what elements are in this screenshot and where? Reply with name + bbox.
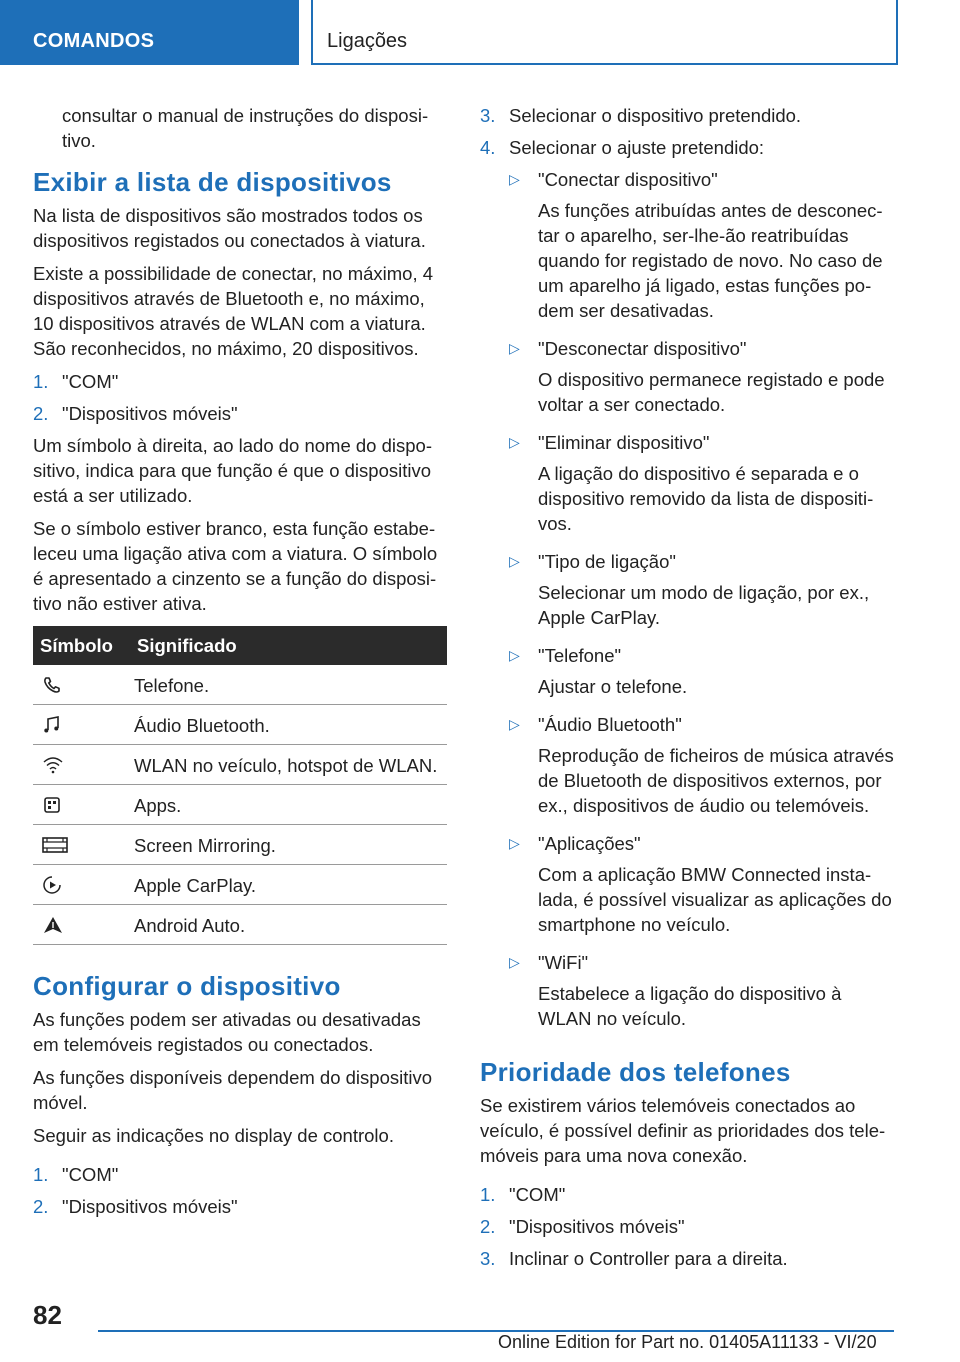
- paragraph: Seguir as indicações no display de controlo.: [33, 1125, 394, 1146]
- music-note-icon: [42, 715, 134, 735]
- column-header-meaning: Significado: [134, 626, 447, 665]
- paragraph: Se existirem vários telemóveis conectados ao veículo, é possível definir as prioridades dos telemóveis para uma nova conexão.: [480, 1095, 886, 1166]
- chapter-tab: [311, 0, 898, 65]
- paragraph: As funções podem ser ativadas ou desativadas em telemóveis registados ou conectados.: [33, 1009, 421, 1055]
- phone-icon: [42, 675, 134, 695]
- list-item: 3. Inclinar o Controller para a direita.: [480, 1248, 788, 1269]
- footer-edition: Online Edition for Part no. 01405A11133 - VI/20: [498, 1332, 877, 1352]
- triangle-bullet-icon: ▷: [509, 553, 520, 569]
- section-tab: [0, 0, 299, 65]
- paragraph: Um símbolo à direita, ao lado do nome do dispositivo, indica para que função é que o dispositivo está a ser utilizado.: [33, 435, 433, 506]
- section-title: COMANDOS: [33, 30, 155, 52]
- table-row: Áudio Bluetooth.: [33, 705, 447, 745]
- table-row: WLAN no veículo, hotspot de WLAN.: [33, 745, 447, 785]
- right-column: [480, 103, 896, 1278]
- left-column: [33, 103, 447, 1226]
- option-item: ▷ "Desconectar dispositivo" O dispositivo permanece registado e pode voltar a ser conectado.: [480, 336, 896, 423]
- heading-configure-device: Configurar o dispositivo: [33, 971, 341, 1001]
- android-auto-icon: [42, 915, 134, 935]
- steps-list: [480, 1182, 896, 1271]
- list-item: 4. Selecionar o ajuste pretendido:: [480, 137, 765, 158]
- list-item: 2. "Dispositivos móveis": [33, 1196, 238, 1217]
- table-row: Apps.: [33, 785, 447, 825]
- heading-device-list: Exibir a lista de dispositivos: [33, 167, 392, 197]
- triangle-bullet-icon: ▷: [509, 171, 520, 187]
- table-row: Apple CarPlay.: [33, 865, 447, 905]
- option-item: ▷ "Áudio Bluetooth" Reprodução de ficheiros de música através de Bluetooth de dispositivos externos, por ex., dispositivos de áudio ou telemóveis.: [480, 712, 896, 824]
- triangle-bullet-icon: ▷: [509, 434, 520, 450]
- options-list: [480, 167, 896, 1037]
- triangle-bullet-icon: ▷: [509, 340, 520, 356]
- triangle-bullet-icon: ▷: [509, 716, 520, 732]
- table-row: Screen Mirroring.: [33, 825, 447, 865]
- paragraph: Existe a possibilidade de conectar, no máximo, 4 dispositivos através de Bluetooth e, no máximo, 10 dispositivos através de WLAN com a viatura. São reconhecidos, no máximo, 20 dispositivos.: [33, 263, 434, 359]
- steps-list: [480, 103, 896, 160]
- paragraph: As funções disponíveis dependem do dispositivo móvel.: [33, 1067, 433, 1113]
- table-row: Telefone.: [33, 665, 447, 705]
- list-item: 1. "COM": [480, 1184, 566, 1205]
- list-item: 2. "Dispositivos móveis": [480, 1216, 685, 1237]
- heading-phone-priority: Prioridade dos telefones: [480, 1057, 791, 1087]
- option-item: ▷ "WiFi" Estabelece a ligação do dispositivo à WLAN no veículo.: [480, 950, 896, 1037]
- paragraph: Se o símbolo estiver branco, esta função estabeleceu uma ligação ativa com a viatura. O símbolo é apresentado a cinzento se a função do dispositivo não estiver ativa.: [33, 518, 438, 614]
- option-item: ▷ "Telefone" Ajustar o telefone.: [480, 643, 896, 705]
- paragraph: Na lista de dispositivos são mostrados todos os dispositivos registados ou conectados à viatura.: [33, 205, 426, 251]
- table-header-row: [33, 626, 447, 665]
- steps-list: [33, 1162, 447, 1219]
- chapter-title: Ligações: [327, 30, 408, 52]
- intro-continuation: consultar o manual de instruções do dispositivo.: [62, 105, 429, 151]
- column-header-symbol: Símbolo: [33, 626, 134, 665]
- triangle-bullet-icon: ▷: [509, 954, 520, 970]
- page-number: 82: [33, 1300, 62, 1330]
- triangle-bullet-icon: ▷: [509, 647, 520, 663]
- option-item: ▷ "Tipo de ligação" Selecionar um modo de ligação, por ex., Apple CarPlay.: [480, 549, 896, 636]
- option-item: ▷ "Conectar dispositivo" As funções atribuídas antes de desconectar o aparelho, ser-lhe-ão reatribuídas quando for registado de novo. No caso de um aparelho já ligado, estas funções podem ser desativadas.: [480, 167, 896, 329]
- apps-icon: [42, 795, 134, 815]
- option-item: ▷ "Eliminar dispositivo" A ligação do dispositivo é separada e o dispositivo removido da lista de dispositivos.: [480, 430, 896, 542]
- symbol-table: [33, 626, 447, 945]
- list-item: 2. "Dispositivos móveis": [33, 403, 238, 424]
- wifi-icon: [42, 755, 134, 775]
- carplay-icon: [42, 875, 134, 895]
- list-item: 3. Selecionar o dispositivo pretendido.: [480, 105, 802, 126]
- triangle-bullet-icon: ▷: [509, 835, 520, 851]
- screen-mirroring-icon: [42, 835, 134, 855]
- list-item: 1. "COM": [33, 371, 119, 392]
- list-item: 1. "COM": [33, 1164, 119, 1185]
- table-row: Android Auto.: [33, 905, 447, 945]
- steps-list: [33, 369, 447, 426]
- option-item: ▷ "Aplicações" Com a aplicação BMW Connected instalada, é possível visualizar as aplicações do smartphone no veículo.: [480, 831, 896, 943]
